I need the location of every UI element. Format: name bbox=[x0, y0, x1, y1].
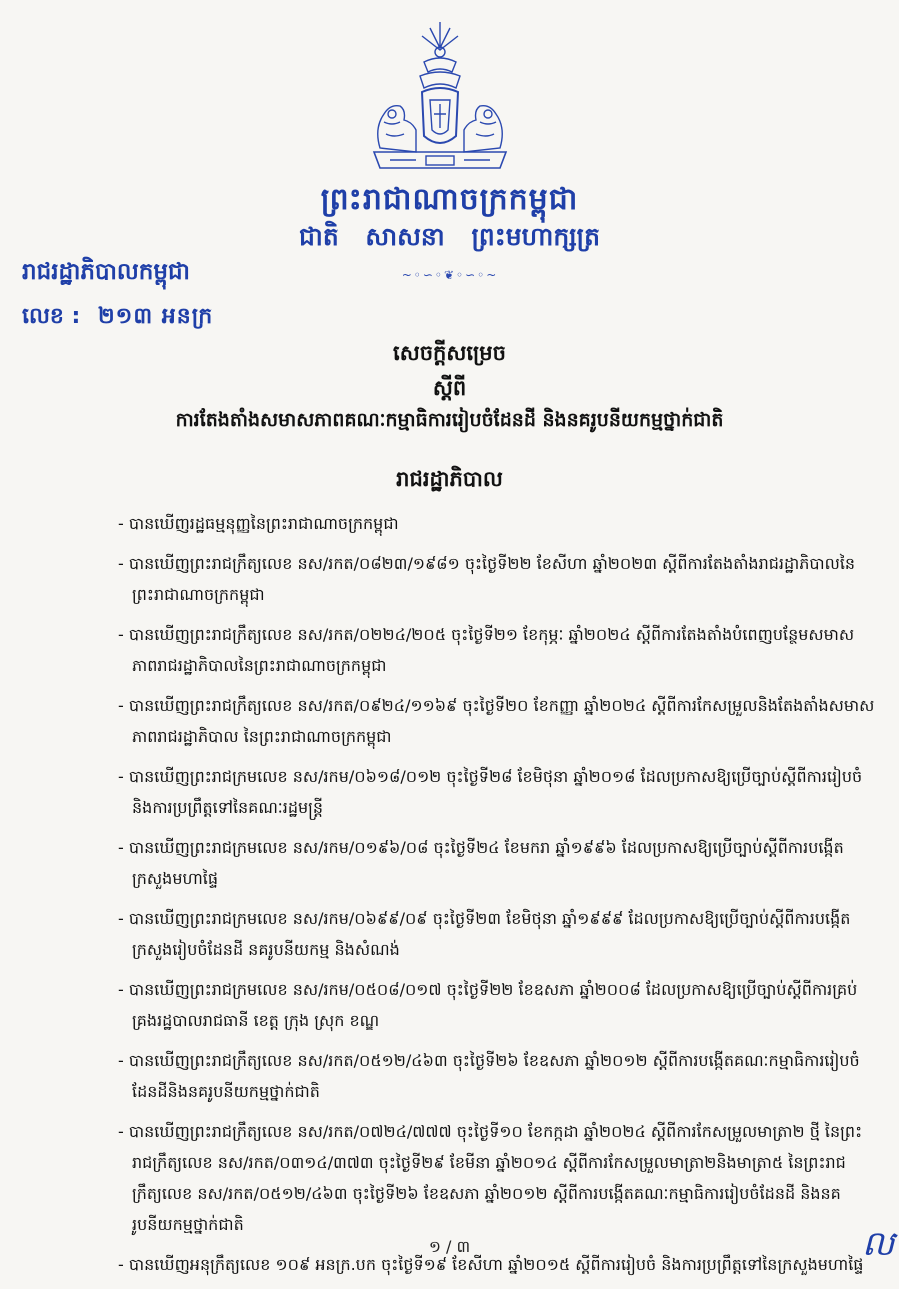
section-heading-government: រាជរដ្ឋាភិបាល bbox=[396, 467, 503, 491]
decision-subject: ការតែងតាំងសមាសភាពគណៈកម្មាធិការរៀបចំដែនដី និងនគរូបនីយកម្មថ្នាក់ជាតិ bbox=[175, 409, 724, 431]
document-number-value: ២១៣ អនក្រ bbox=[98, 304, 214, 329]
list-item: - បានឃើញព្រះរាជក្រមលេខ នស/រកម/០៦១៨/០១២ ចុះថ្ងៃទី២៨ ខែមិថុនា ឆ្នាំ២០១៨ ដែលប្រកាសឱ្យប្រើច្បាប់ស្តីពីការរៀបចំនិងការប្រព្រឹត្តទៅនៃគណៈរដ្ឋមន្ត្រី bbox=[118, 767, 863, 817]
list-item: - បានឃើញព្រះរាជក្រឹត្យលេខ នស/រកត/០៩២៤/១១៦៩ ចុះថ្ងៃទី២០ ខែកញ្ញា ឆ្នាំ២០២៤ ស្តីពីការកែសម្រួលនិងតែងតាំងសមាសភាពរាជរដ្ឋាភិបាល នៃព្រះរាជាណាចក្រកម្ពុជា bbox=[118, 696, 875, 746]
list-item: - បានឃើញព្រះរាជក្រមលេខ នស/រកម/០៦៩៩/០៩ ចុះថ្ងៃទី២៣ ខែមិថុនា ឆ្នាំ១៩៩៩ ដែលប្រកាសឱ្យប្រើច្បាប់ស្តីពីការបង្កើតក្រសួងរៀបចំដែនដី នគរូបនីយកម្ម និងសំណង់ bbox=[118, 909, 851, 959]
list-item: - បានឃើញព្រះរាជក្រឹត្យលេខ នស/រកត/០២២៤/២០៥ ចុះថ្ងៃទី២១ ខែកុម្ភៈ ឆ្នាំ២០២៤ ស្តីពីការតែងតាំងបំពេញបន្ថែមសមាសភាពរាជរដ្ឋាភិបាលនៃព្រះរាជាណាចក្រកម្ពុជា bbox=[118, 625, 855, 675]
ornament-divider: ~◦∽◦❦◦∽◦~ bbox=[401, 268, 499, 282]
list-item: - បានឃើញព្រះរាជក្រឹត្យលេខ នស/រកត/០៧២៤/៧៧៧ ចុះថ្ងៃទី១០ ខែកក្កដា ឆ្នាំ២០២៤ ស្តីពីការកែសម្រួលមាត្រា២ ថ្មី នៃព្រះរាជក្រឹត្យលេខ នស/រកត/០៣១៤/៣៧៣ ចុះថ្ងៃទី២៩ ខែមីនា ឆ្នាំ២០១៤ ស្តីពីការកែសម្រួលមាត្រា២និងមាត្រា៥ នៃព្រះរាជក្រឹត្យលេខ នស/រកត/០៥១២/៤៦៣ ចុះថ្ងៃទី២៦ ខែឧសភា ឆ្នាំ២០១២ ស្តីពីការបង្កើតគណៈកម្មាធិការរៀបចំដែនដី និងនគរូបនីយកម្មថ្នាក់ជាតិ bbox=[118, 1122, 863, 1234]
list-item: - បានឃើញព្រះរាជក្រឹត្យលេខ នស/រកត/០៨២៣/១៩៨១ ចុះថ្ងៃទី២២ ខែសីហា ឆ្នាំ២០២៣ ស្តីពីការតែងតាំងរាជរដ្ឋាភិបាលនៃព្រះរាជាណាចក្រកម្ពុជា bbox=[118, 554, 856, 604]
document-number bbox=[22, 302, 213, 334]
document-number-label: លេខ : bbox=[22, 304, 81, 329]
handwritten-initial: ល bbox=[862, 1224, 895, 1264]
national-motto: ជាតិ សាសនា ព្រះមហាក្សត្រ bbox=[299, 222, 600, 251]
list-item: - បានឃើញព្រះរាជក្រឹត្យលេខ នស/រកត/០៥១២/៤៦៣ ចុះថ្ងៃទី២៦ ខែឧសភា ឆ្នាំ២០១២ ស្តីពីការបង្កើតគណៈកម្មាធិការរៀបចំដែនដីនិងនគរូបនីយកម្មថ្នាក់ជាតិ bbox=[118, 1051, 860, 1101]
considerations-list bbox=[118, 508, 878, 1289]
page-number: ១ / ៣ bbox=[428, 1237, 471, 1256]
list-item: - បានឃើញរដ្ឋធម្មនុញ្ញនៃព្រះរាជាណាចក្រកម្ពុជា bbox=[118, 514, 399, 533]
list-item: - បានឃើញព្រះរាជក្រមលេខ នស/រកម/០៥០៨/០១៧ ចុះថ្ងៃទី២២ ខែឧសភា ឆ្នាំ២០០៨ ដែលប្រកាសឱ្យប្រើច្បាប់ស្តីពីការគ្រប់គ្រងរដ្ឋបាលរាជធានី ខេត្ត ក្រុង ស្រុក ខណ្ឌ bbox=[118, 980, 858, 1030]
list-item: - បានឃើញអនុក្រឹត្យលេខ ១០៩ អនក្រ.បក ចុះថ្ងៃទី១៩ ខែសីហា ឆ្នាំ២០១៥ ស្តីពីការរៀបចំ និងការប្រព្រឹត្តទៅនៃក្រសួងមហាផ្ទៃ bbox=[118, 1255, 864, 1274]
decision-heading: សេចក្តីសម្រេច bbox=[393, 341, 506, 365]
royal-coat-of-arms-emblem bbox=[360, 18, 520, 178]
issuing-government: រាជរដ្ឋាភិបាលកម្ពុជា bbox=[22, 259, 190, 285]
list-item: - បានឃើញព្រះរាជក្រមលេខ នស/រកម/០១៩៦/០៨ ចុះថ្ងៃទី២៤ ខែមករា ឆ្នាំ១៩៩៦ ដែលប្រកាសឱ្យប្រើច្បាប់ស្តីពីការបង្កើតក្រសួងមហាផ្ទៃ bbox=[118, 838, 844, 888]
regarding-heading: ស្តីពី bbox=[432, 376, 467, 400]
kingdom-title: ព្រះរាជាណាចក្រកម្ពុជា bbox=[320, 182, 579, 217]
